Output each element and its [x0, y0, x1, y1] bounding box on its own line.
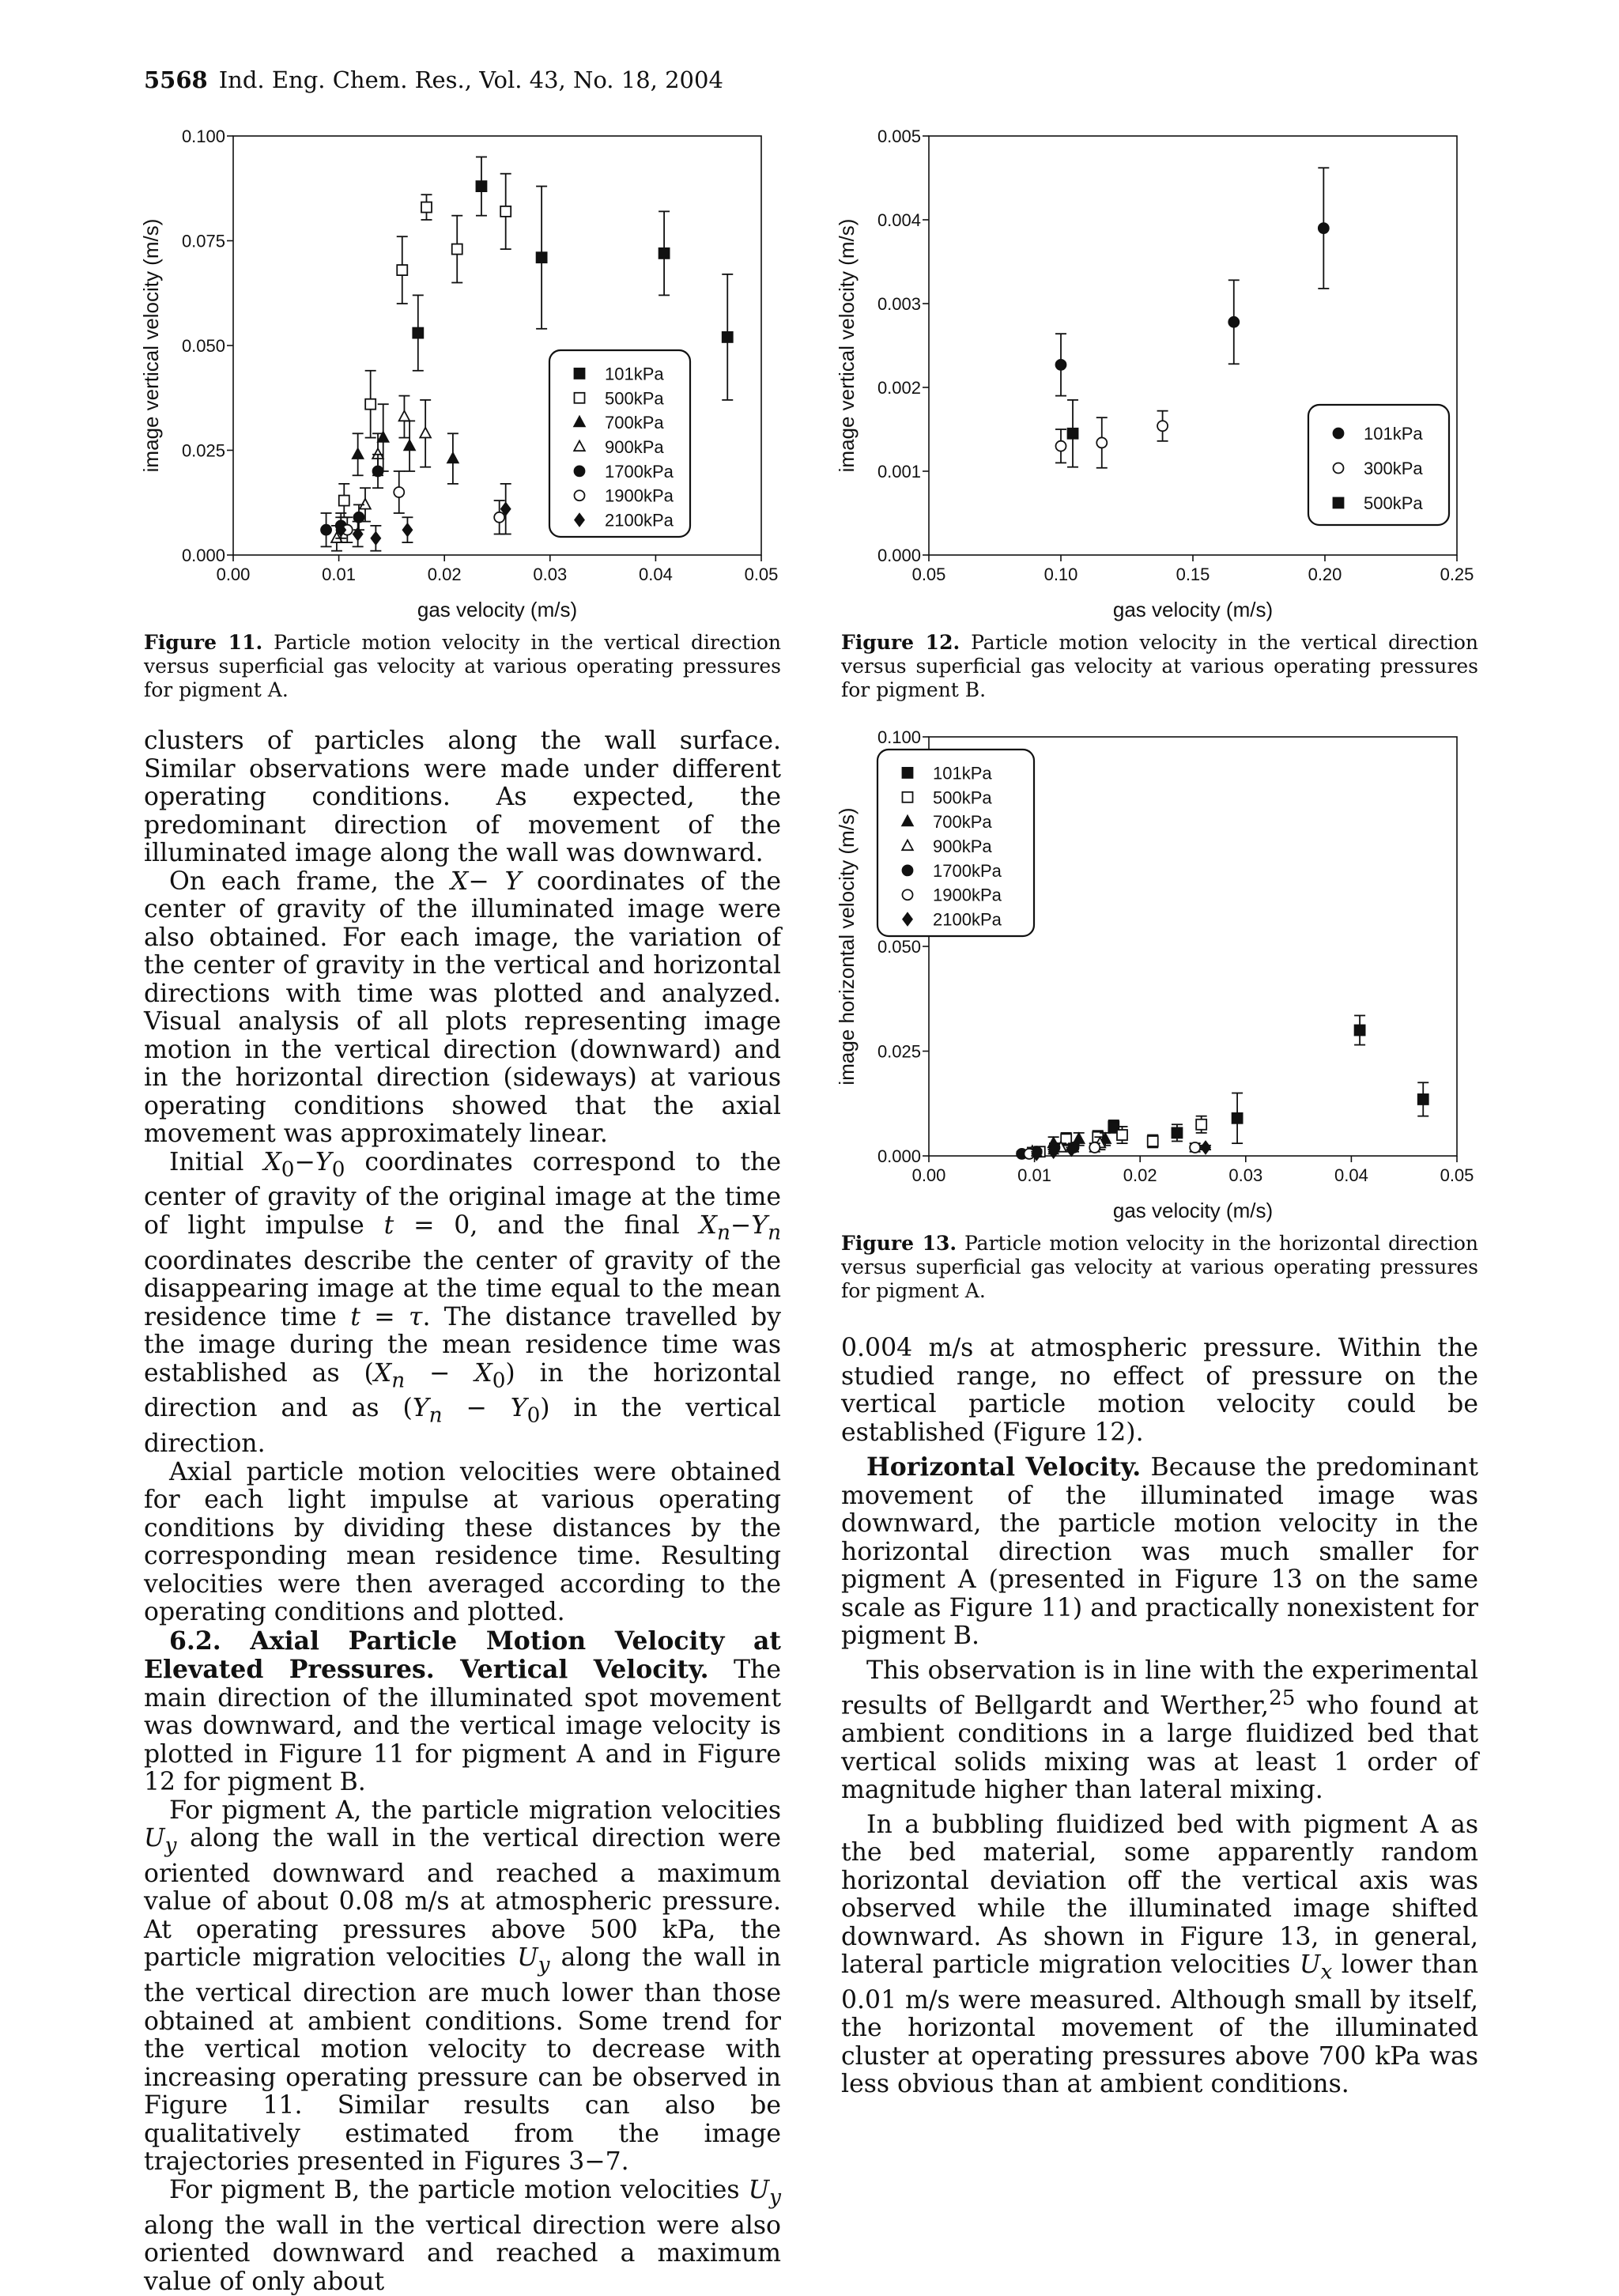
x-tick-label: 0.05	[911, 565, 946, 584]
legend	[549, 350, 690, 537]
section-heading: 6.2. Axial Particle Motion Velocity at Elevated Pressures. Vertical Velocity.	[144, 1626, 781, 1685]
data-point	[1190, 1142, 1200, 1153]
legend	[877, 750, 1034, 936]
x-tick-label: 0.01	[322, 565, 357, 584]
legend-label: 1900kPa	[605, 485, 674, 506]
y-tick-label: 0.002	[877, 378, 921, 398]
y-tick-label: 0.000	[877, 546, 921, 565]
page-number: 5568	[144, 66, 208, 93]
data-point	[1096, 437, 1107, 447]
data-point	[1056, 441, 1066, 451]
paragraph: This observation is in line with the experimental results of Bellgardt and Werther,$^{25}$ who found at ambient conditions in a large fluidized bed that vertical solids mixing was at least 1 order of magnitude higher than lateral mixing.	[841, 1656, 1478, 1804]
legend-marker	[1334, 498, 1344, 508]
caption-text: Particle motion velocity in the horizontal direction versus superficial gas velocity at various operating pressures for pigment A.	[841, 1232, 1478, 1302]
x-tick-label: 0.25	[1440, 565, 1474, 584]
figure-13-chart	[830, 719, 1486, 1225]
legend-marker	[1334, 429, 1344, 439]
legend-label: 101kPa	[605, 364, 664, 384]
data-point	[353, 448, 364, 459]
x-tick-label: 0.05	[1440, 1165, 1474, 1185]
y-tick-label: 0.003	[877, 294, 921, 314]
legend-label: 900kPa	[605, 437, 664, 457]
legend-marker	[903, 792, 913, 802]
legend-marker	[575, 393, 585, 403]
data-point	[1418, 1094, 1428, 1105]
y-tick-label: 0.000	[877, 1146, 921, 1166]
data-point	[1117, 1130, 1127, 1140]
legend-label: 2100kPa	[605, 510, 674, 531]
y-tick-label: 0.025	[877, 1041, 921, 1062]
data-point	[420, 428, 431, 438]
legend-label: 101kPa	[1364, 424, 1423, 444]
data-point	[494, 512, 504, 523]
y-axis-label: image vertical velocity (m/s)	[835, 218, 859, 473]
series-500kPa	[1067, 400, 1078, 467]
data-point	[413, 328, 423, 338]
data-point	[365, 399, 376, 410]
data-point	[421, 202, 432, 213]
x-axis-label: gas velocity (m/s)	[1112, 598, 1274, 621]
legend-marker	[575, 466, 585, 476]
paragraph: For pigment B, the particle motion velocities $U_y$ along the wall in the vertical direction were also oriented downward and reached a maximum value of only about	[144, 2175, 781, 2296]
data-point	[1157, 421, 1168, 431]
data-point	[404, 440, 415, 451]
legend-label: 700kPa	[933, 812, 992, 833]
legend-label: 2100kPa	[933, 909, 1002, 930]
data-point	[1232, 1113, 1243, 1123]
data-point	[500, 206, 511, 217]
legend-label: 500kPa	[605, 388, 664, 409]
legend-label: 500kPa	[1364, 493, 1423, 513]
y-tick-label: 0.025	[181, 440, 225, 461]
data-point	[1319, 223, 1329, 233]
figure-12-caption	[841, 631, 1478, 702]
legend	[1308, 405, 1449, 525]
data-point	[1068, 429, 1078, 439]
legend-label: 500kPa	[933, 787, 992, 808]
caption-label: Figure 13.	[841, 1232, 957, 1255]
figure-11-chart	[134, 119, 791, 625]
legend-marker	[903, 768, 913, 778]
x-tick-label: 0.01	[1017, 1165, 1052, 1185]
data-point	[537, 252, 547, 262]
data-point	[360, 499, 371, 509]
y-tick-label: 0.075	[181, 231, 225, 251]
data-point	[659, 248, 670, 259]
left-column-text	[144, 727, 781, 2296]
x-axis-label: gas velocity (m/s)	[1112, 1199, 1274, 1222]
data-point	[1056, 360, 1066, 370]
page-header	[144, 66, 723, 93]
caption-label: Figure 12.	[841, 631, 960, 654]
paragraph: For pigment A, the particle migration velocities $U_y$ along the wall in the vertical direction were oriented downward and reached a maximum value of about 0.08 m/s at atmospheric pressure. At operating pressures above 500 kPa, the particle migration velocities $U_y$ along the wall in the vertical direction are much lower than those obtained at ambient conditions. Some trend for the vertical motion velocity to decrease with increasing operating pressure can be observed in Figure 11. Similar results can also be qualitatively estimated from the image trajectories presented in Figures 3−7.	[144, 1796, 782, 2177]
data-point	[447, 453, 459, 463]
x-axis-label: gas velocity (m/s)	[417, 598, 578, 621]
y-tick-label: 0.005	[877, 127, 921, 146]
data-point	[1172, 1127, 1182, 1138]
y-axis-label: image horizontal velocity (m/s)	[835, 807, 859, 1086]
data-point	[1201, 1142, 1210, 1154]
x-tick-label: 0.15	[1176, 565, 1210, 584]
x-tick-label: 0.05	[744, 565, 779, 584]
data-point	[399, 411, 410, 421]
caption-text: Particle motion velocity in the vertical direction versus superficial gas velocity at various operating pressures for pigment B.	[841, 631, 1478, 701]
legend-label: 1700kPa	[605, 461, 674, 481]
data-point	[397, 265, 407, 275]
legend-marker	[1334, 463, 1344, 474]
legend-marker	[903, 865, 913, 875]
caption-text: Particle motion velocity in the vertical direction versus superficial gas velocity at various operating pressures for pigment A.	[144, 631, 781, 701]
series-101kPa	[1055, 168, 1329, 395]
series-101kPa	[1108, 1015, 1428, 1143]
data-point	[1355, 1025, 1365, 1036]
x-tick-label: 0.02	[427, 565, 462, 584]
data-point	[403, 523, 413, 536]
y-tick-label: 0.050	[181, 336, 225, 356]
reference-number: 25	[1269, 1686, 1296, 1710]
figure-12-chart	[830, 119, 1486, 625]
journal-citation: Ind. Eng. Chem. Res., Vol. 43, No. 18, 2004	[218, 66, 723, 93]
paragraph: 6.2. Axial Particle Motion Velocity at Elevated Pressures. Vertical Velocity. The main direction of the illuminated spot movement was downward, and the vertical image velocity is plotted in Figure 11 for pigment A and in Figure 12 for pigment B.	[144, 1626, 781, 1797]
figure-13-caption	[841, 1232, 1478, 1303]
x-tick-label: 0.03	[1228, 1165, 1263, 1185]
data-point	[723, 332, 733, 342]
x-tick-label: 0.00	[216, 565, 251, 584]
right-column-text	[841, 1335, 1478, 2099]
data-point	[394, 487, 404, 497]
x-tick-label: 0.03	[533, 565, 568, 584]
data-point	[452, 244, 462, 255]
legend-label: 1900kPa	[933, 885, 1002, 905]
data-point	[372, 532, 381, 545]
caption-label: Figure 11.	[144, 631, 263, 654]
legend-marker	[903, 889, 913, 900]
section-heading: Horizontal Velocity.	[866, 1452, 1142, 1482]
legend-label: 300kPa	[1364, 459, 1423, 478]
paragraph: Horizontal Velocity. Because the predominant movement of the illuminated image was downward, the particle motion velocity in the horizontal direction was much smaller for pigment A (presented in Figure 13 on the same scale as Figure 11) and practically nonexistent for pigment B.	[841, 1452, 1478, 1650]
data-point	[1196, 1120, 1206, 1130]
y-tick-label: 0.001	[877, 462, 921, 481]
data-point	[1148, 1136, 1158, 1146]
paragraph: Axial particle motion velocities were obtained for each light impulse at various operating conditions by dividing these distances by the corresponding mean residence time. Resulting velocities were then averaged according to the operating conditions and plotted.	[144, 1457, 781, 1627]
legend-label: 900kPa	[933, 836, 992, 856]
x-tick-label: 0.20	[1308, 565, 1342, 584]
x-tick-label: 0.00	[911, 1165, 946, 1185]
paragraph: Initial $X_0-Y_0$ coordinates correspond to the center of gravity of the original image at the time of light impulse t = 0, and the final $X_n-Y_n$ coordinates describe the center of gravity of the disappearing image at the time equal to the mean residence time t = τ. The distance travelled by the image during the mean residence time was established as $(X_n - X_0)$ in the horizontal direction and as $(Y_n - Y_0)$ in the vertical direction.	[144, 1147, 782, 1459]
data-point	[373, 466, 383, 477]
y-tick-label: 0.100	[877, 727, 921, 747]
paragraph: On each frame, the X− Y coordinates of the center of gravity of the illuminated image were also obtained. For each image, the variation of the center of gravity in the vertical and horizontal directions with time was plotted and analyzed. Visual analysis of all plots representing image motion in the vertical direction (downward) and in the horizontal direction (sideways) at various operating conditions showed that the axial movement was approximately linear.	[144, 867, 781, 1148]
x-tick-label: 0.02	[1123, 1165, 1157, 1185]
y-tick-label: 0.050	[877, 937, 921, 957]
data-point	[476, 181, 486, 191]
y-tick-label: 0.004	[877, 210, 921, 230]
legend-label: 101kPa	[933, 763, 992, 784]
paragraph: clusters of particles along the wall surface. Similar observations were made under different operating conditions. As expected, the predominant direction of movement of the illuminated image along the wall was downward.	[144, 727, 781, 867]
y-tick-label: 0.100	[181, 127, 225, 146]
paragraph: In a bubbling fluidized bed with pigment A as the bed material, some apparently random horizontal deviation off the vertical axis was observed while the illuminated image shifted downward. As shown in Figure 13, in general, lateral particle migration velocities $U_x$ lower than 0.01 m/s were measured. Although small by itself, the horizontal movement of the illuminated cluster at operating pressures above 700 kPa was less obvious than at ambient conditions.	[841, 1810, 1478, 2099]
legend-marker	[575, 368, 585, 379]
legend-marker	[575, 490, 585, 500]
y-tick-label: 0.000	[181, 546, 225, 565]
data-point	[1089, 1142, 1100, 1153]
figure-11-caption	[144, 631, 781, 702]
x-tick-label: 0.10	[1043, 565, 1078, 584]
x-tick-label: 0.04	[1334, 1165, 1368, 1185]
data-point	[1074, 1133, 1085, 1143]
data-point	[321, 525, 331, 535]
legend-label: 1700kPa	[933, 860, 1002, 881]
y-axis-label: image vertical velocity (m/s)	[139, 218, 163, 473]
data-point	[339, 496, 349, 506]
legend-label: 700kPa	[605, 413, 664, 433]
x-tick-label: 0.04	[638, 565, 673, 584]
data-point	[1228, 317, 1239, 327]
paragraph: 0.004 m/s at atmospheric pressure. Within the studied range, no effect of pressure on the vertical particle motion velocity could be established (Figure 12).	[841, 1334, 1478, 1447]
